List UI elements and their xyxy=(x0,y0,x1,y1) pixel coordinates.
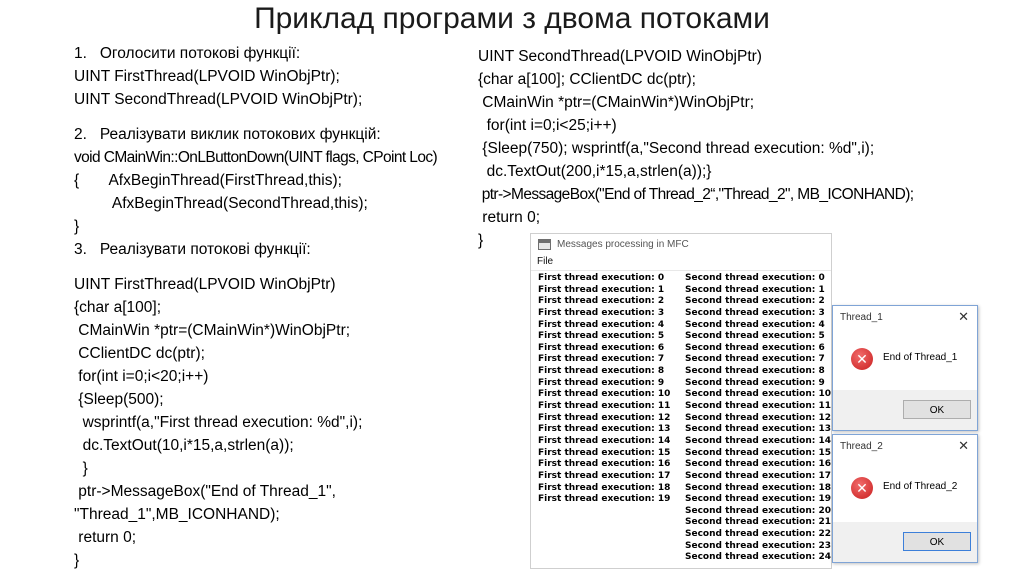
output-line: First thread execution: 1 xyxy=(538,284,665,295)
code-line: UINT FirstThread(LPVOID WinObjPtr) xyxy=(74,276,336,293)
code-line: 3. Реалізувати потокові функції: xyxy=(74,241,311,258)
code-line: dc.TextOut(10,i*15,a,strlen(a)); xyxy=(74,437,294,454)
thread2-message-box xyxy=(832,434,978,563)
code-line: } xyxy=(74,552,80,569)
output-line: First thread execution: 15 xyxy=(538,447,671,458)
code-line: {Sleep(500); xyxy=(74,391,164,408)
output-line: First thread execution: 12 xyxy=(538,412,671,423)
code-line: } xyxy=(478,232,484,249)
code-line: } xyxy=(74,460,88,477)
output-line: First thread execution: 7 xyxy=(538,354,665,365)
first-thread-output xyxy=(538,273,670,506)
dialog-footer xyxy=(833,522,977,562)
dialog-titlebar xyxy=(833,435,977,459)
ok-button[interactable]: OK xyxy=(903,400,971,419)
output-line: Second thread execution: 0 xyxy=(685,273,825,283)
output-line: First thread execution: 3 xyxy=(538,307,665,318)
output-line: Second thread execution: 22 xyxy=(685,529,831,540)
output-line: Second thread execution: 17 xyxy=(685,470,831,481)
output-line: Second thread execution: 1 xyxy=(685,284,825,295)
code-line: AfxBeginThread(SecondThread,this); xyxy=(74,195,368,212)
output-line: First thread execution: 13 xyxy=(538,424,671,435)
output-line: First thread execution: 16 xyxy=(538,459,671,470)
output-line: First thread execution: 4 xyxy=(538,319,665,330)
output-line: First thread execution: 6 xyxy=(538,342,665,353)
second-thread-output xyxy=(685,273,831,564)
left-code-block xyxy=(74,42,437,572)
output-line: Second thread execution: 4 xyxy=(685,319,825,330)
dialog-title: Thread_2 xyxy=(840,441,883,452)
thread1-message-box xyxy=(832,305,978,431)
code-line: } xyxy=(74,218,80,235)
code-line: { AfxBeginThread(FirstThread,this); xyxy=(74,172,342,189)
output-line: First thread execution: 11 xyxy=(538,401,671,412)
output-line: First thread execution: 10 xyxy=(538,389,671,400)
code-line: for(int i=0;i<20;i++) xyxy=(74,368,209,385)
output-line: First thread execution: 19 xyxy=(538,494,671,505)
output-line: Second thread execution: 11 xyxy=(685,401,831,412)
output-line: Second thread execution: 2 xyxy=(685,296,825,307)
close-icon[interactable]: ✕ xyxy=(958,438,969,453)
output-line: First thread execution: 18 xyxy=(538,482,671,493)
output-line: First thread execution: 14 xyxy=(538,435,671,446)
dialog-body xyxy=(833,459,977,507)
output-line: Second thread execution: 3 xyxy=(685,307,825,318)
slide-title: Приклад програми з двома потоками xyxy=(254,2,770,35)
output-line: Second thread execution: 20 xyxy=(685,505,831,516)
code-line: ptr->MessageBox("End of Thread_2“,"Thread_2", MB_ICONHAND); xyxy=(478,186,914,203)
code-line: {Sleep(750); wsprintf(a,"Second thread execution: %d",i); xyxy=(478,140,875,157)
dialog-message: End of Thread_1 xyxy=(883,352,958,363)
code-line xyxy=(74,111,437,123)
output-line: Second thread execution: 21 xyxy=(685,517,831,528)
dialog-body xyxy=(833,330,977,378)
dialog-message: End of Thread_2 xyxy=(883,481,958,492)
code-line: 1. Оголосити потокові функції: xyxy=(74,45,301,62)
dialog-title: Thread_1 xyxy=(840,312,883,323)
output-line: Second thread execution: 10 xyxy=(685,389,831,400)
output-line: Second thread execution: 14 xyxy=(685,435,831,446)
code-line: dc.TextOut(200,i*15,a,strlen(a));} xyxy=(478,163,712,180)
code-line: return 0; xyxy=(478,209,541,226)
error-icon: ✕ xyxy=(851,477,873,499)
mfc-app-window xyxy=(530,233,832,569)
code-line: {char a[100]; CClientDC dc(ptr); xyxy=(478,71,696,88)
output-line: First thread execution: 17 xyxy=(538,470,671,481)
code-line: wsprintf(a,"First thread execution: %d",i); xyxy=(74,414,363,431)
output-line: Second thread execution: 9 xyxy=(685,377,825,388)
code-line: "Thread_1",MB_ICONHAND); xyxy=(74,506,280,523)
menu-bar xyxy=(531,254,831,271)
output-line: Second thread execution: 19 xyxy=(685,494,831,505)
output-line: Second thread execution: 6 xyxy=(685,342,825,353)
code-line: void CMainWin::OnLButtonDown(UINT flags, CPoint Loc) xyxy=(74,149,438,166)
output-line: Second thread execution: 7 xyxy=(685,354,825,365)
output-line: Second thread execution: 13 xyxy=(685,424,831,435)
output-line: Second thread execution: 18 xyxy=(685,482,831,493)
dialog-footer xyxy=(833,390,977,430)
output-line: Second thread execution: 5 xyxy=(685,331,825,342)
output-line: Second thread execution: 15 xyxy=(685,447,831,458)
menu-item-file[interactable]: File xyxy=(537,256,554,267)
output-line: Second thread execution: 16 xyxy=(685,459,831,470)
window-titlebar xyxy=(531,234,831,254)
code-line: return 0; xyxy=(74,529,137,546)
output-line: First thread execution: 5 xyxy=(538,331,665,342)
code-line: {char a[100]; xyxy=(74,299,162,316)
output-line: First thread execution: 2 xyxy=(538,296,665,307)
code-line: ptr->MessageBox("End of Thread_1", xyxy=(74,483,336,500)
code-line: CMainWin *ptr=(CMainWin*)WinObjPtr; xyxy=(74,322,351,339)
code-line: CClientDC dc(ptr); xyxy=(74,345,205,362)
output-line: Second thread execution: 12 xyxy=(685,412,831,423)
error-icon: ✕ xyxy=(851,348,873,370)
close-icon[interactable]: ✕ xyxy=(958,309,969,324)
code-line: UINT FirstThread(LPVOID WinObjPtr); xyxy=(74,68,340,85)
output-line: First thread execution: 0 xyxy=(538,273,665,283)
ok-button[interactable]: OK xyxy=(903,532,971,551)
code-line: UINT SecondThread(LPVOID WinObjPtr) xyxy=(478,48,762,65)
window-title: Messages processing in MFC xyxy=(557,238,689,250)
output-line: Second thread execution: 23 xyxy=(685,540,831,551)
output-line: First thread execution: 8 xyxy=(538,366,665,377)
client-area[interactable] xyxy=(531,271,831,569)
mfc-app-icon xyxy=(538,239,551,250)
dialog-titlebar xyxy=(833,306,977,330)
code-line: CMainWin *ptr=(CMainWin*)WinObjPtr; xyxy=(478,94,755,111)
code-line: 2. Реалізувати виклик потокових функцій: xyxy=(74,126,381,143)
output-line: Second thread execution: 24 xyxy=(685,552,831,563)
code-line: UINT SecondThread(LPVOID WinObjPtr); xyxy=(74,91,363,108)
output-line: Second thread execution: 8 xyxy=(685,366,825,377)
code-line xyxy=(74,261,437,273)
right-code-block xyxy=(478,45,914,252)
code-line: for(int i=0;i<25;i++) xyxy=(478,117,617,134)
output-line: First thread execution: 9 xyxy=(538,377,665,388)
